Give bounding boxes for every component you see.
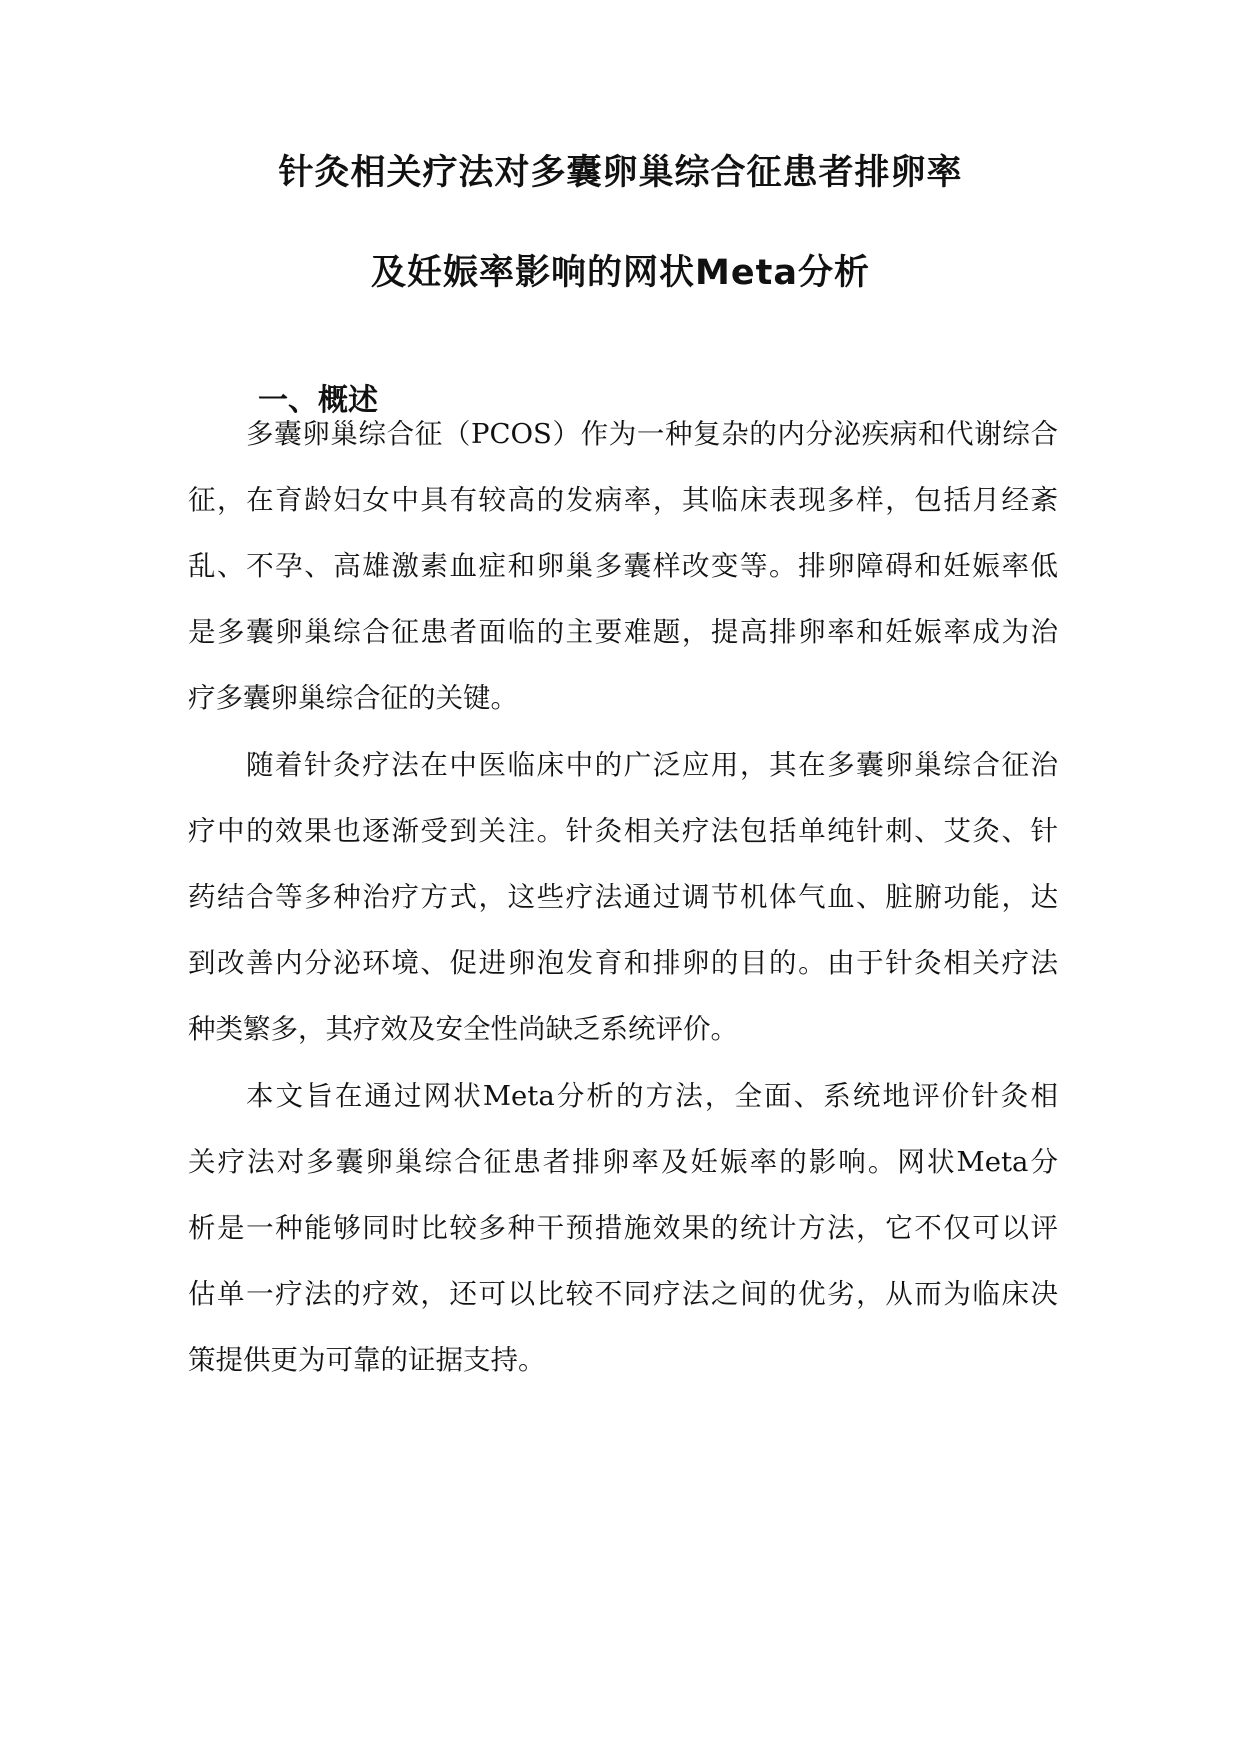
document-title-line-2: 及妊娠率影响的网状Meta分析 <box>371 253 870 293</box>
document-title-line-1: 针灸相关疗法对多囊卵巢综合征患者排卵率 <box>278 153 963 193</box>
paragraph-line: 估单一疗法的疗效，还可以比较不同疗法之间的优劣，从而为临床决 <box>188 1278 1058 1310</box>
paragraph-line: 是多囊卵巢综合征患者面临的主要难题，提高排卵率和妊娠率成为治 <box>188 616 1058 648</box>
section-heading: 一、概述 <box>258 383 378 418</box>
paragraph-line: 策提供更为可靠的证据支持。 <box>188 1344 546 1376</box>
paragraph-line: 乱、不孕、高雄激素血症和卵巢多囊样改变等。排卵障碍和妊娠率低 <box>188 550 1058 582</box>
paragraph-line: 征，在育龄妇女中具有较高的发病率，其临床表现多样，包括月经紊 <box>188 484 1058 516</box>
paragraph-line: 疗中的效果也逐渐受到关注。针灸相关疗法包括单纯针刺、艾灸、针 <box>188 815 1058 847</box>
paragraph-line: 疗多囊卵巢综合征的关键。 <box>188 682 518 714</box>
paragraph-line: 本文旨在通过网状Meta分析的方法，全面、系统地评价针灸相 <box>246 1080 1058 1112</box>
paragraph-line: 析是一种能够同时比较多种干预措施效果的统计方法，它不仅可以评 <box>188 1212 1058 1244</box>
paragraph-line: 随着针灸疗法在中医临床中的广泛应用，其在多囊卵巢综合征治 <box>246 749 1058 781</box>
paragraph-line: 到改善内分泌环境、促进卵泡发育和排卵的目的。由于针灸相关疗法 <box>188 947 1058 979</box>
paragraph-line: 关疗法对多囊卵巢综合征患者排卵率及妊娠率的影响。网状Meta分 <box>188 1146 1058 1178</box>
paragraph-line: 多囊卵巢综合征（PCOS）作为一种复杂的内分泌疾病和代谢综合 <box>246 418 1058 450</box>
paragraph-line: 种类繁多，其疗效及安全性尚缺乏系统评价。 <box>188 1013 738 1045</box>
paragraph-line: 药结合等多种治疗方式，这些疗法通过调节机体气血、脏腑功能，达 <box>188 881 1058 913</box>
